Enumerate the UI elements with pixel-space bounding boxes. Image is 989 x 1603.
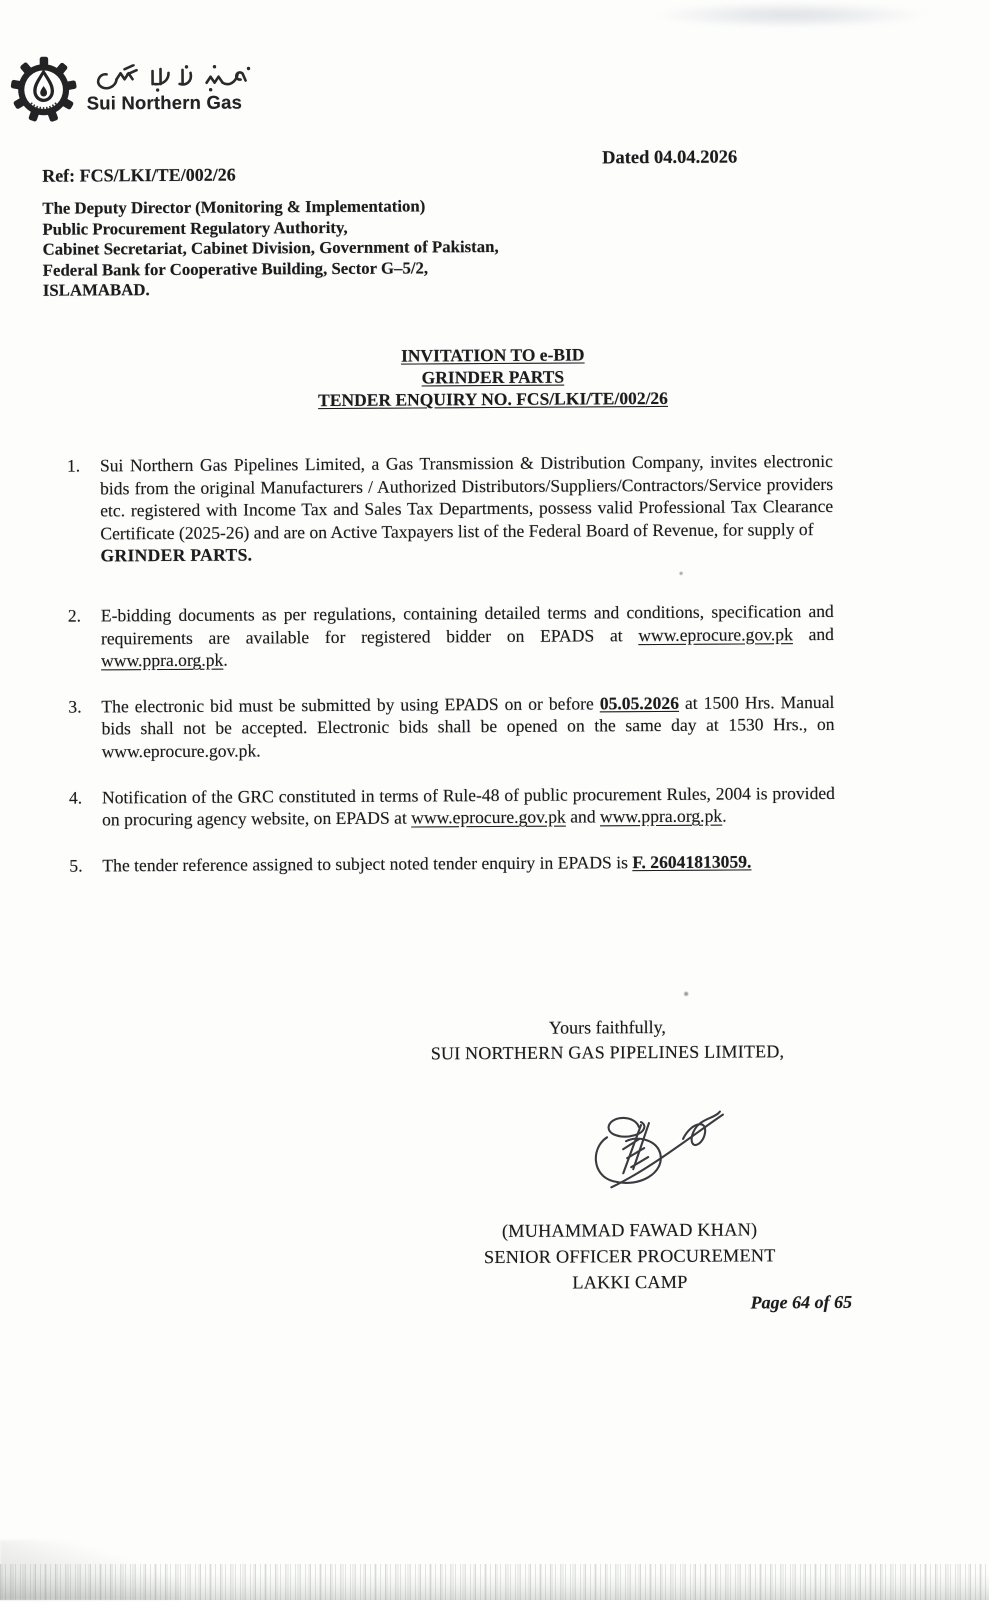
letter-date: Dated 04.04.2026 [601,147,738,169]
title-line-2: GRINDER PARTS [421,366,565,388]
salutation: Yours faithfully, [548,1016,666,1038]
reference-number: Ref: FCS/LKI/TE/002/26 [42,164,236,186]
list-marker: 3. [68,696,82,717]
paragraph-3 [68,691,834,763]
recipient-line: The Deputy Director (Monitoring & Implementation) [42,196,426,218]
url-ppra: www.ppra.org.pk [599,805,723,827]
body-paragraphs [67,450,836,900]
gear-flame-icon [10,55,76,125]
paragraph-1-bold-item: GRINDER PARTS. [100,544,253,566]
urdu-logotype [88,63,256,94]
recipient-line: Cabinet Secretariat, Cabinet Division, Government of Pakistan, [42,236,499,259]
page-number: Page 64 of 65 [750,1291,853,1313]
signature-image [555,1097,741,1203]
signatory-title: SENIOR OFFICER PROCUREMENT [483,1245,776,1268]
list-marker: 4. [68,787,83,808]
url-eprocure: www.eprocure.gov.pk [638,623,793,645]
paragraph-2-text: . [223,649,228,670]
closing-block [377,1014,837,1067]
closing-company: SUI NORTHERN GAS PIPELINES LIMITED, [430,1041,785,1064]
recipient-line: Public Procurement Regulatory Authority, [42,217,348,239]
signatory-location: LAKKI CAMP [572,1271,688,1293]
letter-title [0,341,988,413]
scan-speck [684,992,688,996]
signatory-block [434,1216,826,1296]
paragraph-1 [67,450,834,568]
paragraph-4 [69,781,835,831]
letterhead-text [86,63,256,114]
bid-deadline-date: 05.05.2026 [599,692,680,714]
recipient-address [42,196,499,301]
title-line-1: INVITATION TO e-BID [400,344,585,366]
paragraph-4-text: . [722,805,727,826]
recipient-line: Federal Bank for Cooperative Building, Sector G–5/2, [42,257,429,280]
list-marker: 5. [69,855,83,876]
paragraph-5 [69,850,835,877]
signatory-name: (MUHAMMAD FAWAD KHAN) [501,1219,758,1241]
list-marker: 1. [66,455,81,476]
url-eprocure: www.eprocure.gov.pk [411,806,566,828]
paragraph-5-text: The tender reference assigned to subject noted tender enquiry in EPADS is [102,851,633,876]
paragraph-3-text: at 1500 Hrs. Manual bids shall not be accepted. Electronic bids shall be opened on the same day at 1530 Hrs., on www.eprocure.gov.pk. [101,691,835,762]
paragraph-1-text: Sui Northern Gas Pipelines Limited, a Gas Transmission & Distribution Company, invites electronic bids from the original Manufacturers / Authorized Distributors/Suppliers/Contractors/Service providers etc. registered with Income Tax and Sales Tax Departments, possess valid Professional Tax Clearance Certificate (2025-26) and are on Active Taxpayers list of the Federal Board of Revenue, for supply of [99,450,834,544]
paragraph-2 [68,600,834,672]
paragraph-4-text: Notification of the GRC constituted in terms of Rule-48 of public procurement Rules, 2004 is provided on procuring agency website, on EPADS at [101,782,835,830]
paragraph-4-text: and [565,806,601,827]
title-line-3: TENDER ENQUIRY NO. FCS/LKI/TE/002/26 [318,387,668,411]
scan-corner-artifact [0,1540,180,1600]
paragraph-3-text: The electronic bid must be submitted by using EPADS on or before [101,693,600,717]
recipient-line: ISLAMABAD. [42,280,150,300]
company-name: Sui Northern Gas [86,91,243,114]
list-marker: 2. [67,605,82,626]
scan-speck [680,572,683,575]
url-ppra: www.ppra.org.pk [101,649,224,671]
tender-reference-number: F. 26041813059. [632,851,752,872]
paragraph-2-text: E-bidding documents as per regulations, containing detailed terms and conditions, specification and requirements are available for registered bidder on EPADS at [100,600,834,648]
paragraph-2-text: and [792,623,835,644]
letterhead [10,53,256,125]
